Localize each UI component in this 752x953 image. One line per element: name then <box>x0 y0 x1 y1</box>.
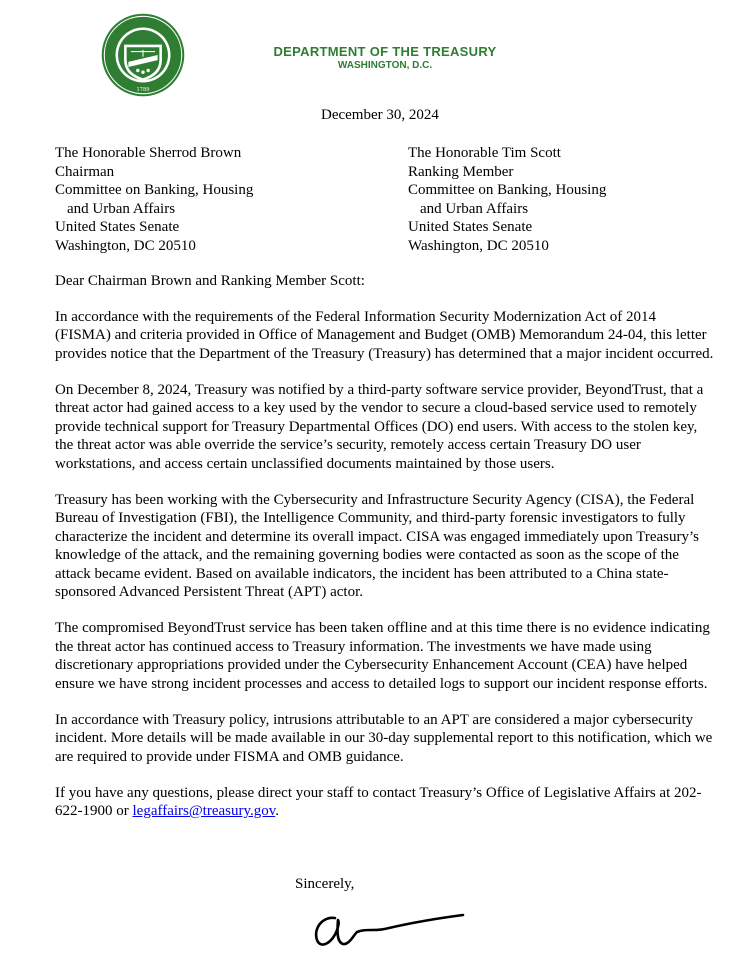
letterhead <box>230 44 540 71</box>
recipient-body: United States Senate <box>55 219 180 235</box>
department-name: DEPARTMENT OF THE TREASURY <box>273 44 497 59</box>
recipient-committee: Committee on Banking, Housing <box>408 182 607 198</box>
email-link[interactable]: legaffairs@treasury.gov <box>132 803 276 819</box>
recipient-committee-cont: and Urban Affairs <box>67 200 176 217</box>
recipient-body: United States Senate <box>408 219 533 235</box>
paragraph-policy: In accordance with Treasury policy, intrusions attributable to an APT are considered a major cybersecurity incident. More details will be made available in our 30-day supplemental report to this notification, which we are required to provide under FISMA and OMB guidance. <box>55 711 713 765</box>
recipient-city: Washington, DC 20510 <box>408 237 549 254</box>
letter-date: December 30, 2024 <box>321 107 439 123</box>
closing: Sincerely, <box>295 876 355 892</box>
paragraph-fisma-notice: In accordance with the requirements of the Federal Information Security Modernization Act of 2014 (FISMA) and criteria provided in Office of Management and Budget (OMB) Memorandum 24-04, this letter provides notice that the Department of the Treasury (Treasury) has determined that a major incident occurred. <box>55 308 714 362</box>
paragraph-incident-details: On December 8, 2024, Treasury was notified by a third-party software service provider, BeyondTrust, that a threat actor had gained access to a key used by the vendor to secure a cloud-based service used to remotely provide technical support for Treasury Departmental Offices (DO) end users. With access to the stolen key, the threat actor was able override the service’s security, remotely access certain Treasury DO user workstations, and access certain unclassified documents maintained by those users. <box>55 381 704 472</box>
paragraph-contact <box>55 784 715 821</box>
letter-body <box>55 272 715 838</box>
department-city: WASHINGTON, D.C. <box>337 60 433 71</box>
contact-suffix: . <box>275 803 280 819</box>
recipient-name: The Honorable Sherrod Brown <box>55 145 242 161</box>
recipient-committee: Committee on Banking, Housing <box>55 182 254 198</box>
paragraph-remediation: The compromised BeyondTrust service has been taken offline and at this time there is no evidence indicating the threat actor has continued access to Treasury information. The investments we have made using discretionary appropriations provided under the Cybersecurity Enhancement Account (CEA) have helped ensure we have strong incident processes and access to detailed logs to support our incident response efforts. <box>55 620 710 692</box>
paragraph-investigation: Treasury has been working with the Cybersecurity and Infrastructure Security Agency (CISA), the Federal Bureau of Investigation (FBI), the Intelligence Community, and third-party forensic investigators to fully characterize the incident and determine its overall impact. CISA was engaged immediately upon Treasury’s knowledge of the attack, and the remaining governing bodies were contacted as soon as the scope of the attack became evident. Based on available indicators, the incident has been attributed to a China state-sponsored Advanced Persistent Threat (APT) actor. <box>55 491 699 600</box>
treasury-seal-icon <box>100 12 186 98</box>
recipient-title: Ranking Member <box>408 163 514 180</box>
recipient-title: Chairman <box>55 163 115 180</box>
salutation: Dear Chairman Brown and Ranking Member Scott: <box>55 273 365 289</box>
recipient-address-scott <box>408 144 606 255</box>
signature <box>305 898 465 953</box>
recipient-committee-cont: and Urban Affairs <box>420 200 529 217</box>
contact-text: If you have any questions, please direct your staff to contact Treasury’s Office of Legislative Affairs at 202-622-1900 or <box>55 784 702 819</box>
svg-text:1789: 1789 <box>136 87 150 94</box>
recipient-address-brown <box>55 144 253 255</box>
recipient-city: Washington, DC 20510 <box>55 237 196 254</box>
recipient-name: The Honorable Tim Scott <box>408 145 561 161</box>
